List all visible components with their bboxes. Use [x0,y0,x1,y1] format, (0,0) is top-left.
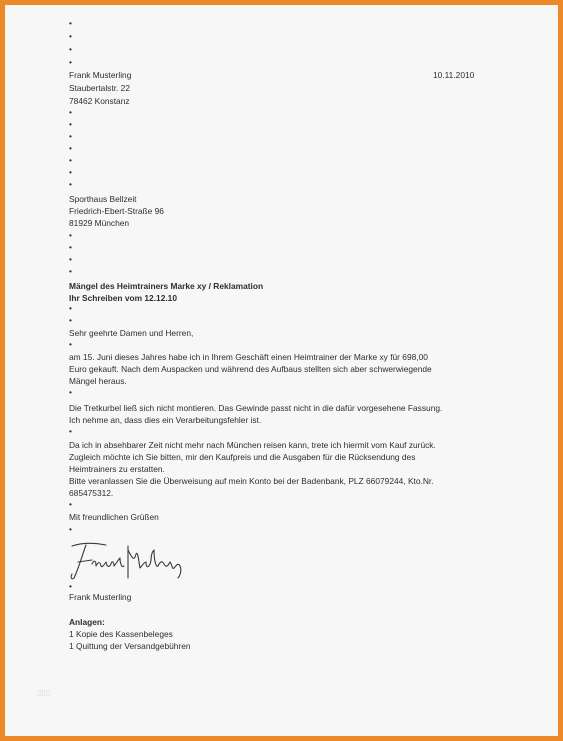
body-line: am 15. Juni dieses Jahres habe ich in Ihrem Geschäft einen Heimtrainer der Marke xy für 698,00 [69,352,428,362]
letter-date: 10.11.2010 [433,70,475,80]
body-line: Heimtrainers zu erstatten. [69,464,165,474]
bullet: • [69,426,72,436]
sender-name: Frank Musterling [69,70,132,80]
bullet: • [69,31,72,41]
body-line: Zugleich möchte ich Sie bitten, mir den Kaufpreis und die Ausgaben für die Rücksendung des [69,452,416,462]
bullet: • [69,44,72,54]
bullet: • [69,57,72,67]
recipient-street: Friedrich-Ebert-Straße 96 [69,206,164,216]
faint-watermark: ▯▯▯ [37,688,51,697]
bullet: • [69,18,72,28]
bullet: • [69,167,72,177]
recipient-company: Sporthaus Bellzeit [69,194,137,204]
sender-city: 78462 Konstanz [69,96,130,106]
body-line: Ich nehme an, dass dies ein Verarbeitungsfehler ist. [69,415,262,425]
body-line: Da ich in absehbarer Zeit nicht mehr nach München reisen kann, trete ich hiermit vom Kauf zurück. [69,440,436,450]
closing: Mit freundlichen Grüßen [69,512,159,522]
signature-name: Frank Musterling [69,592,132,602]
bullet: • [69,303,72,313]
body-line: Euro gekauft. Nach dem Auspacken und während des Aufbaus stellten sich aber schwerwiegende [69,364,432,374]
body-line: 685475312. [69,488,114,498]
recipient-city: 81929 München [69,218,130,228]
bullet: • [69,131,72,141]
bullet: • [69,524,72,534]
bullet: • [69,339,72,349]
subject-line: Mängel des Heimtrainers Marke xy / Reklamation [69,281,264,291]
body-line: Mängel heraus. [69,376,127,386]
bullet: • [69,387,72,397]
bullet: • [69,230,72,240]
body-line: Bitte veranlassen Sie die Überweisung auf mein Konto bei der Badenbank, PLZ 66079244, Kto.Nr. [69,476,434,486]
bullet: • [69,315,72,325]
attachment-item: 1 Kopie des Kassenbeleges [69,629,173,639]
handwritten-signature [66,540,188,582]
bullet: • [69,254,72,264]
bullet: • [69,581,72,591]
body-line: Die Tretkurbel ließ sich nicht montieren. Das Gewinde passt nicht in die dafür vorgesehene Fassung. [69,403,443,413]
sender-street: Staubertalstr. 22 [69,83,130,93]
bullet: • [69,119,72,129]
bullet: • [69,499,72,509]
bullet: • [69,242,72,252]
bullet: • [69,107,72,117]
reference-line: Ihr Schreiben vom 12.12.10 [69,293,177,303]
bullet: • [69,266,72,276]
attachment-item: 1 Quittung der Versandgebühren [69,641,191,651]
salutation: Sehr geehrte Damen und Herren, [69,328,194,338]
bullet: • [69,179,72,189]
bullet: • [69,155,72,165]
bullet: • [69,143,72,153]
attachments-title: Anlagen: [69,617,105,627]
